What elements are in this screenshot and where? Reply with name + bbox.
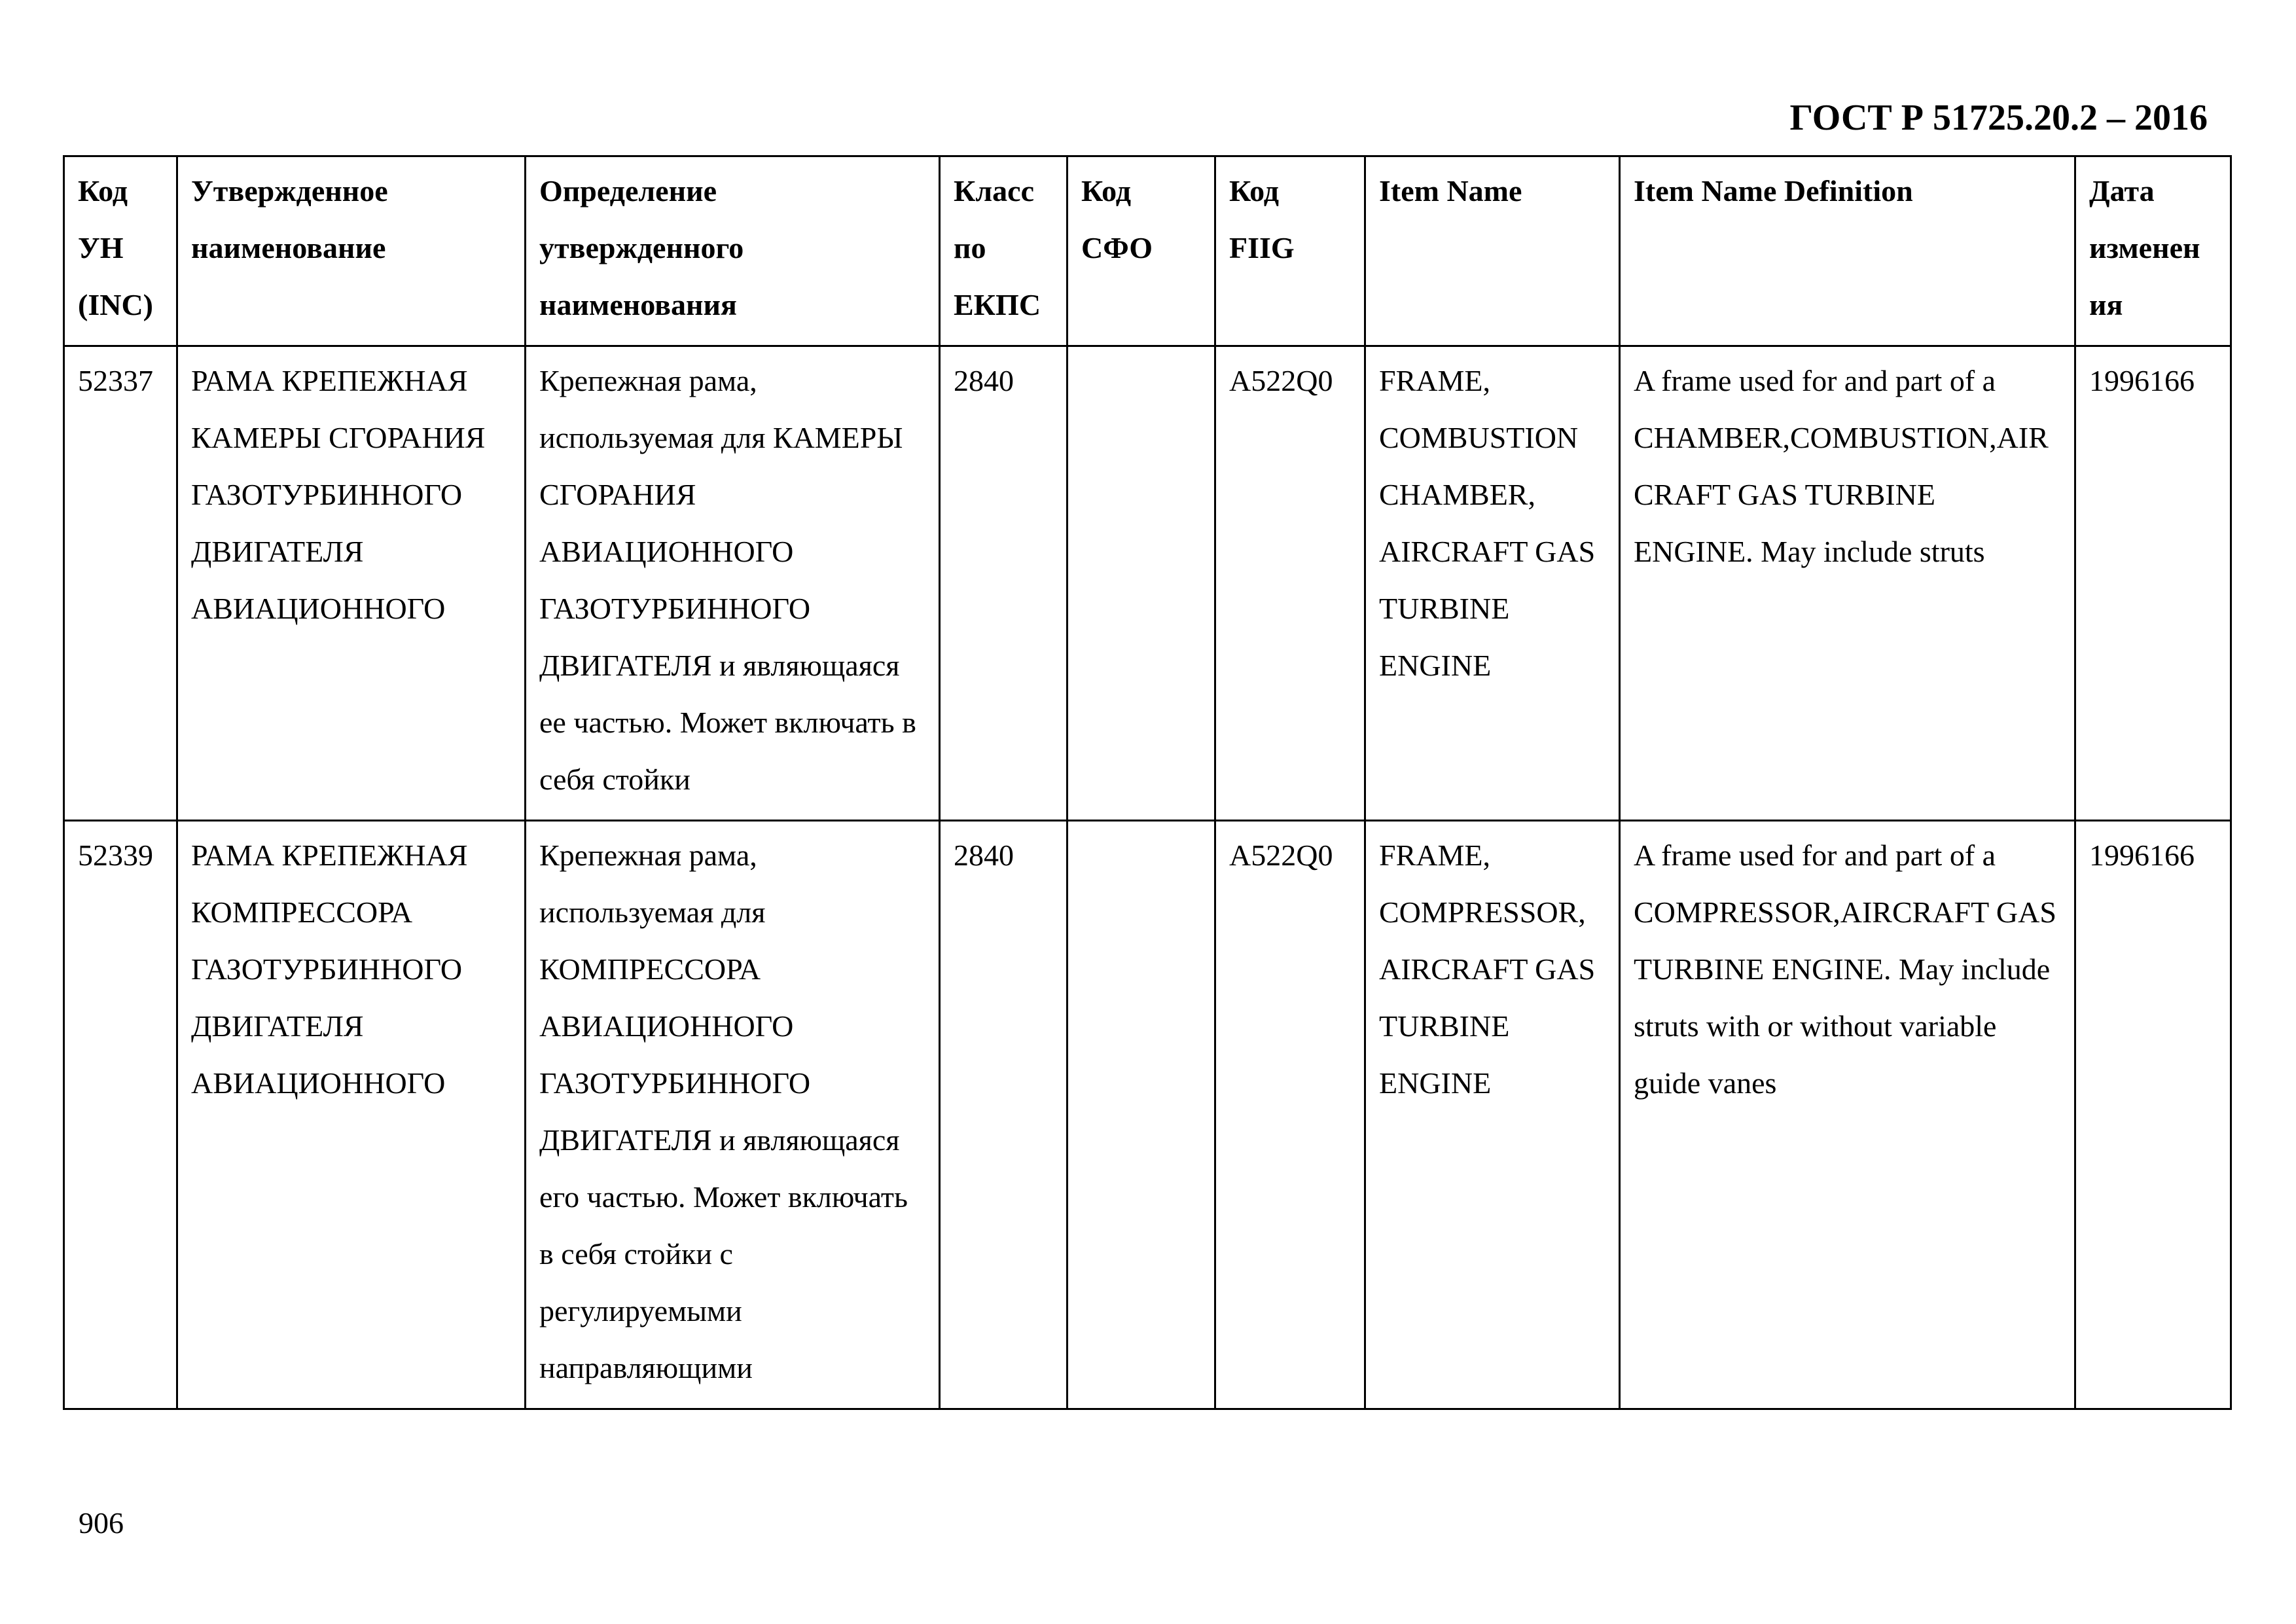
cell-definition: Крепежная рама, используемая для КАМЕРЫ СГОРАНИЯ АВИАЦИОННОГО ГАЗОТУРБИННОГО ДВИГАТЕЛЯ и являющаяся ее частью. Может включать в себя стойки — [526, 346, 940, 821]
document-header: ГОСТ Р 51725.20.2 – 2016 — [1789, 98, 2208, 138]
table-header-row — [64, 156, 2231, 346]
cell-approved-name: РАМА КРЕПЕЖНАЯ КАМЕРЫ СГОРАНИЯ ГАЗОТУРБИННОГО ДВИГАТЕЛЯ АВИАЦИОННОГО — [177, 346, 526, 821]
page-number: 906 — [79, 1506, 124, 1540]
col-header-ekps-class: Класс по ЕКПС — [940, 156, 1067, 346]
table-row — [64, 346, 2231, 821]
cell-change-date: 1996166 — [2075, 821, 2231, 1409]
cell-item-name-definition: A frame used for and part of a COMPRESSOR,AIRCRAFT GAS TURBINE ENGINE. May include struts with or without variable guide vanes — [1620, 821, 2075, 1409]
catalog-table — [63, 155, 2232, 1410]
col-header-change-date: Дата изменения — [2075, 156, 2231, 346]
col-header-item-name: Item Name — [1365, 156, 1620, 346]
cell-inc: 52337 — [64, 346, 177, 821]
cell-definition: Крепежная рама, используемая для КОМПРЕССОРА АВИАЦИОННОГО ГАЗОТУРБИННОГО ДВИГАТЕЛЯ и являющаяся его частью. Может включать в себя стойки с регулируемыми направляющими — [526, 821, 940, 1409]
cell-change-date: 1996166 — [2075, 346, 2231, 821]
col-header-definition: Определение утвержденного наименования — [526, 156, 940, 346]
cell-inc: 52339 — [64, 821, 177, 1409]
col-header-item-name-definition: Item Name Definition — [1620, 156, 2075, 346]
cell-sfo-code — [1067, 346, 1215, 821]
col-header-approved-name: Утвержденное наименование — [177, 156, 526, 346]
cell-approved-name: РАМА КРЕПЕЖНАЯ КОМПРЕССОРА ГАЗОТУРБИННОГО ДВИГАТЕЛЯ АВИАЦИОННОГО — [177, 821, 526, 1409]
cell-fiig-code: A522Q0 — [1215, 821, 1365, 1409]
cell-item-name-definition: A frame used for and part of a CHAMBER,COMBUSTION,AIRCRAFT GAS TURBINE ENGINE. May include struts — [1620, 346, 2075, 821]
cell-ekps-class: 2840 — [940, 346, 1067, 821]
cell-item-name: FRAME, COMBUSTION CHAMBER, AIRCRAFT GAS TURBINE ENGINE — [1365, 346, 1620, 821]
cell-fiig-code: A522Q0 — [1215, 346, 1365, 821]
cell-ekps-class: 2840 — [940, 821, 1067, 1409]
cell-item-name: FRAME, COMPRESSOR, AIRCRAFT GAS TURBINE ENGINE — [1365, 821, 1620, 1409]
col-header-inc: Код УН (INC) — [64, 156, 177, 346]
cell-sfo-code — [1067, 821, 1215, 1409]
col-header-fiig-code: Код FIIG — [1215, 156, 1365, 346]
col-header-sfo-code: Код СФО — [1067, 156, 1215, 346]
table-row — [64, 821, 2231, 1409]
